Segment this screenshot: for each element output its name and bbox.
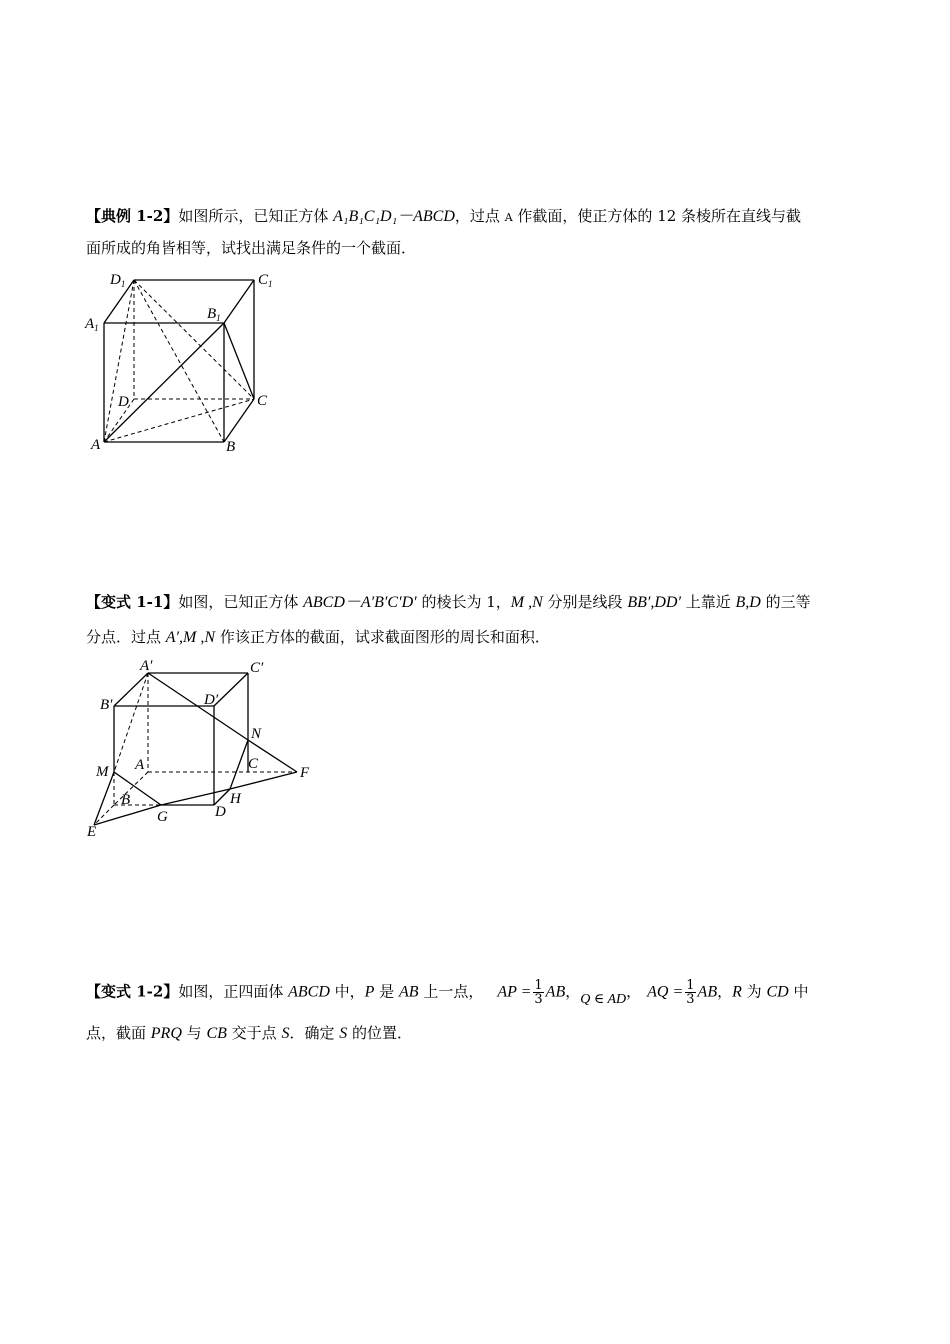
ap-eq: AP = <box>497 983 532 1001</box>
svg-text:B1 <box>207 306 221 323</box>
text: 如图所示，已知正方体 <box>178 207 334 225</box>
label-h: H <box>230 791 241 807</box>
text: 分别是线段 <box>542 593 628 611</box>
example-1-2-line1 <box>86 206 876 228</box>
text: 如图，正四面体 <box>178 982 289 1001</box>
cube-name: ABCD－A′B′C′D′ <box>303 594 417 611</box>
text: 分点．过点 <box>86 628 166 646</box>
text: 点，截面 <box>86 1024 151 1042</box>
example-1-2-line2: 面所成的角皆相等，试找出满足条件的一个截面． <box>86 239 417 257</box>
cube-diagram-1 <box>80 266 290 456</box>
comma: ， <box>626 982 642 1001</box>
points-bd: B,D <box>735 594 761 611</box>
comma: ， <box>565 982 581 1001</box>
label-b1-sub: 1 <box>216 313 221 323</box>
label-a1-sub: 1 <box>94 323 99 333</box>
label-d: D <box>118 394 129 410</box>
svg-text:C1 <box>258 272 273 289</box>
label-d1: D <box>110 272 121 288</box>
denominator: 3 <box>686 992 695 1007</box>
point-a: A <box>504 211 513 224</box>
seg-ab: AB <box>399 983 419 1001</box>
label-a-prime: A′ <box>140 658 153 674</box>
label-e: E <box>87 824 97 840</box>
label-a: A <box>91 437 101 453</box>
label-b: B <box>121 792 131 808</box>
label-c1-sub: 1 <box>268 279 273 289</box>
label-a: A <box>135 757 145 773</box>
seg-cb: CB <box>206 1025 227 1042</box>
label-d: D <box>215 804 226 820</box>
text: 中， <box>329 982 365 1001</box>
text: 的三等 <box>760 593 811 611</box>
text: 是 <box>374 982 399 1001</box>
variant-1-1-line2 <box>86 627 876 648</box>
point-s: S <box>339 1025 348 1042</box>
aq-eq: AQ = <box>647 983 684 1001</box>
ab: AB <box>697 983 718 1001</box>
text: 上一点， <box>418 982 484 1001</box>
text: 为 <box>741 982 767 1001</box>
cube-name: A₁B₁C₁D₁－ABCD <box>333 208 455 225</box>
denominator: 3 <box>534 992 543 1007</box>
point-s: S <box>281 1025 290 1042</box>
tetra-name: ABCD <box>288 983 330 1001</box>
svg-text:A1 <box>84 316 99 333</box>
text: 与 <box>181 1024 207 1042</box>
text: ，过点 <box>454 207 505 225</box>
svg-text:D1 <box>109 272 125 289</box>
label-m: M <box>96 764 109 780</box>
variant-1-2-line1 <box>86 979 876 1006</box>
variant-1-1-line1 <box>86 592 876 613</box>
label-c: C <box>257 393 268 409</box>
variant-1-2-line2 <box>86 1023 876 1044</box>
label-c1: C <box>258 272 269 288</box>
numerator: 1 <box>534 978 543 993</box>
text: 交于点 <box>226 1024 282 1042</box>
q-in-ad: Q ∈ AD <box>580 991 627 1007</box>
text: ．确定 <box>289 1024 340 1042</box>
label-n: N <box>251 726 262 742</box>
label-f: F <box>300 765 310 781</box>
label-d-prime: D′ <box>204 692 219 708</box>
point-r: R <box>732 983 742 1001</box>
example-tag: 【典例 1-2】 <box>86 207 179 225</box>
plane-prq: PRQ <box>150 1025 182 1042</box>
label-b-prime: B′ <box>100 697 113 713</box>
text: 的位置． <box>347 1024 412 1042</box>
text: 作该正方体的截面，试求截面图形的周长和面积． <box>215 628 550 646</box>
numerator: 1 <box>686 978 695 993</box>
fraction-one-third <box>685 979 695 1006</box>
points-amn: A′,M ,N <box>165 629 216 646</box>
label-c: C <box>248 756 259 772</box>
label-c-prime: C′ <box>250 660 264 676</box>
text: 的棱长为 1， <box>416 593 511 611</box>
variant-tag: 【变式 1-2】 <box>86 982 179 1001</box>
figure-cube-2 <box>80 656 320 850</box>
label-d1-sub: 1 <box>120 279 126 289</box>
text: 中 <box>788 982 809 1001</box>
points-mn: M ,N <box>510 594 543 611</box>
seg-cd: CD <box>766 983 789 1001</box>
label-b1: B <box>207 306 217 322</box>
text: 作截面，使正方体的 12 条棱所在直线与截 <box>512 207 802 225</box>
label-g: G <box>157 809 168 825</box>
cube-diagram-2 <box>80 656 320 846</box>
text: 上靠近 <box>680 593 736 611</box>
variant-tag: 【变式 1-1】 <box>86 593 179 611</box>
label-a1: A <box>85 316 95 332</box>
label-b: B <box>226 439 236 455</box>
comma: ， <box>717 982 733 1001</box>
segments: BB′,DD′ <box>627 594 681 611</box>
figure-cube-1 <box>80 266 290 460</box>
ab: AB <box>545 983 566 1001</box>
point-p: P <box>364 983 375 1001</box>
text: 如图，已知正方体 <box>178 593 304 611</box>
fraction-one-third <box>533 979 543 1006</box>
